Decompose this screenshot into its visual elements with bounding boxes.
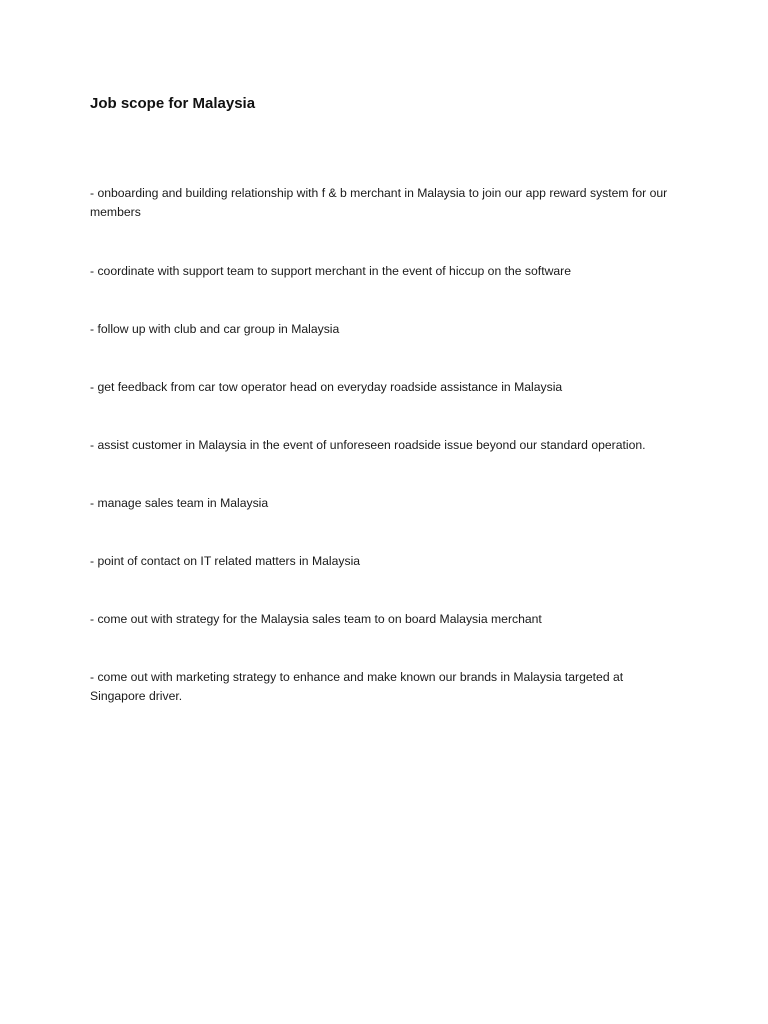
list-item: - assist customer in Malaysia in the event of unforeseen roadside issue beyond our standard operation. (90, 438, 646, 452)
list-item: - come out with marketing strategy to enhance and make known our brands in Malaysia targeted at Singapore driver. (90, 670, 624, 703)
list-item: - onboarding and building relationship with f & b merchant in Malaysia to join our app reward system for our members (90, 186, 668, 219)
list-item: - follow up with club and car group in Malaysia (90, 322, 340, 336)
list-item: - get feedback from car tow operator head on everyday roadside assistance in Malaysia (90, 380, 563, 394)
list-item: - coordinate with support team to support merchant in the event of hiccup on the software (90, 264, 571, 278)
document-title: Job scope for Malaysia (90, 95, 256, 112)
list-item: - come out with strategy for the Malaysia sales team to on board Malaysia merchant (90, 612, 542, 626)
list-item: - point of contact on IT related matters in Malaysia (90, 554, 361, 568)
list-item: - manage sales team in Malaysia (90, 496, 269, 510)
